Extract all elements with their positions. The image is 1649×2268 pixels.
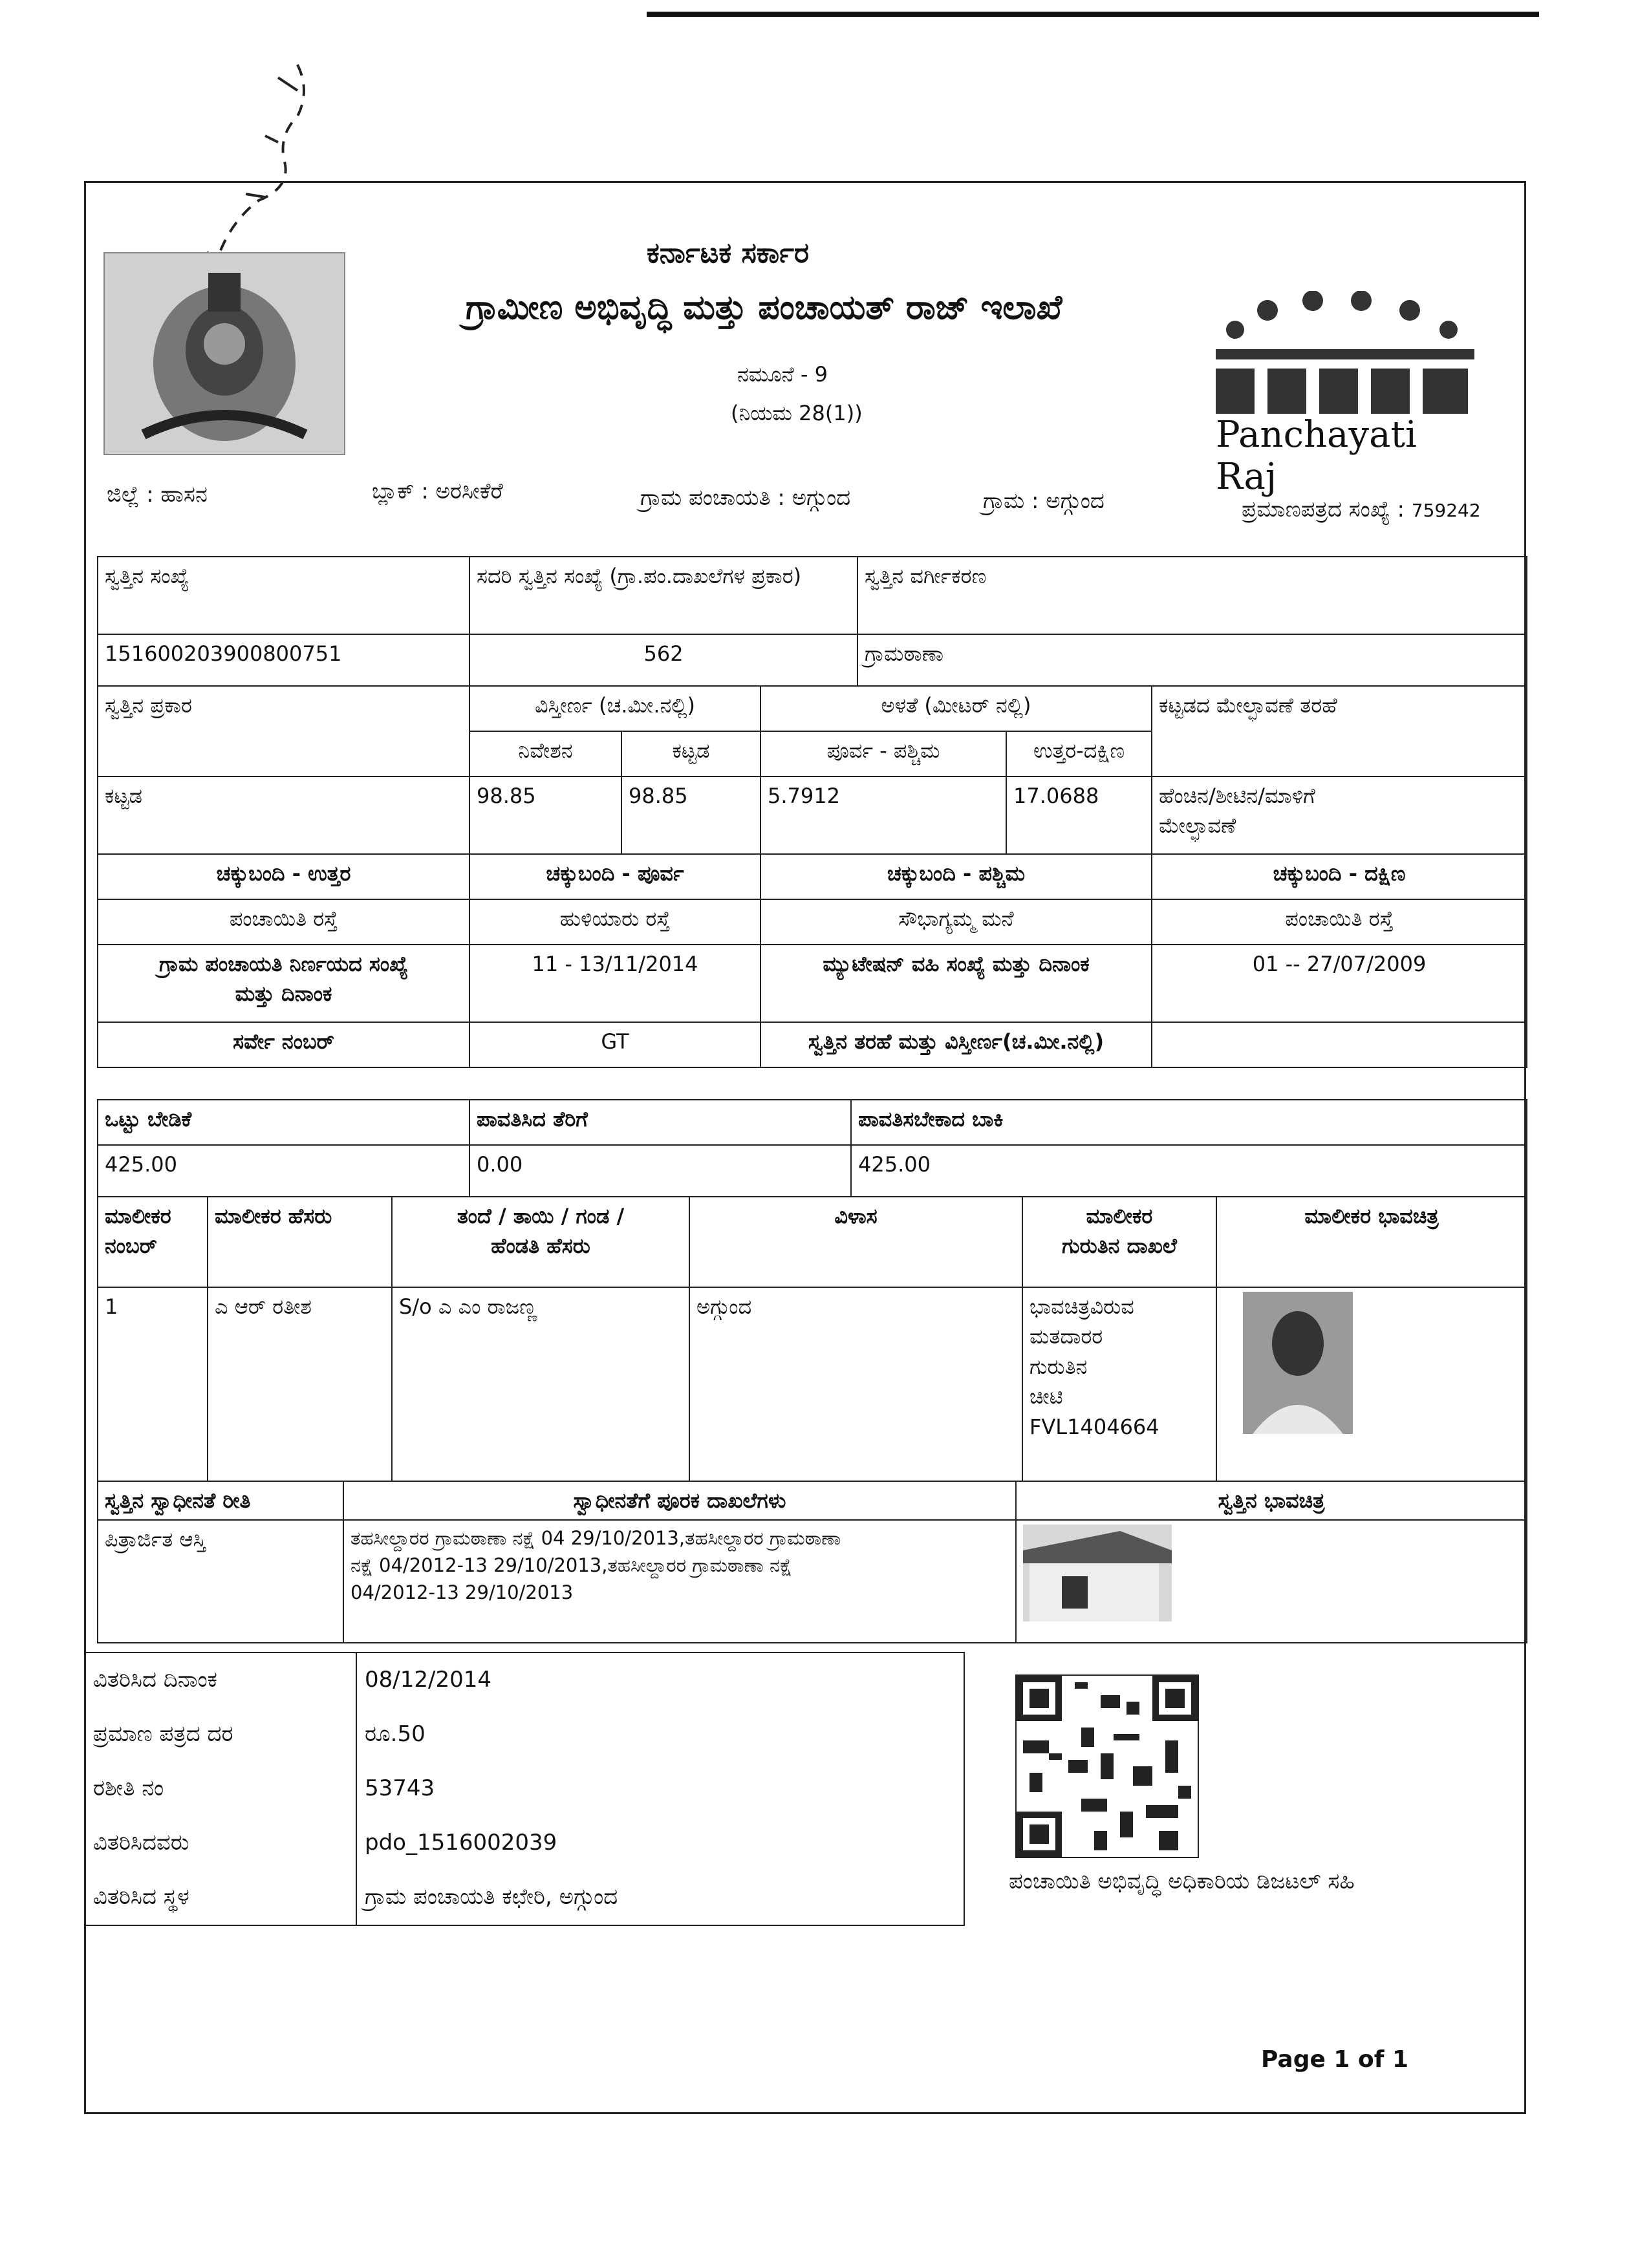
owner-no: 1 bbox=[98, 1287, 208, 1481]
cert-label: ಪ್ರಮಾಣಪತ್ರದ ಸಂಖ್ಯೆ : bbox=[1242, 497, 1405, 522]
issue-table bbox=[84, 1652, 965, 1926]
boundary-west: ಸೌಭಾಗ್ಯಮ್ಮ ಮನೆ bbox=[760, 899, 1152, 945]
property-photo-label: ಸ್ವತ್ತಿನ ಭಾವಚಿತ್ರ bbox=[1016, 1481, 1527, 1520]
owner-id-line-2: ಮತದಾರರ bbox=[1029, 1324, 1103, 1349]
digital-signature-caption: ಪಂಚಾಯಿತಿ ಅಭಿವೃದ್ಧಿ ಅಧಿಕಾರಿಯ ಡಿಜಟಲ್ ಸಹಿ bbox=[1009, 1868, 1355, 1894]
owner-id-label bbox=[1022, 1197, 1216, 1287]
issue-date: 08/12/2014 bbox=[356, 1653, 964, 1707]
government-title: ಕರ್ನಾಟಕ ಸರ್ಕಾರ bbox=[647, 237, 810, 270]
paid-tax: 0.00 bbox=[469, 1145, 851, 1197]
property-id: 151600203900800751 bbox=[98, 634, 469, 686]
owner-photo-label: ಮಾಲೀಕರ ಭಾವಚಿತ್ರ bbox=[1216, 1197, 1527, 1287]
total-demand-label: ಒಟ್ಟು ಬೇಡಿಕೆ bbox=[98, 1100, 469, 1145]
survey-number: GT bbox=[469, 1022, 760, 1067]
acquisition-table bbox=[97, 1481, 1527, 1643]
fee-label: ಪ್ರಮಾಣ ಪತ್ರದ ದರ bbox=[93, 1721, 233, 1748]
village: ಗ್ರಾಮ : ಅಗ್ಗುಂದ bbox=[983, 488, 1105, 514]
issue-place-label: ವಿತರಿಸಿದ ಸ್ಥಳ bbox=[93, 1884, 189, 1910]
address-label: ವಿಳಾಸ bbox=[689, 1197, 1022, 1287]
gp-decision-label-1: ಗ್ರಾಮ ಪಂಚಾಯತಿ ನಿರ್ಣಯದ ಸಂಖ್ಯೆ bbox=[158, 952, 409, 976]
boundary-south-label: ಚಕ್ಕುಬಂದಿ - ದಕ್ಷಿಣ bbox=[1152, 854, 1527, 899]
owner-photo-cell bbox=[1216, 1287, 1527, 1481]
owner-id-line-5: FVL1404664 bbox=[1029, 1414, 1159, 1439]
owner-id-label-2: ಗುರುತಿನ ದಾಖಲೆ bbox=[1062, 1234, 1177, 1259]
owner-name: ಎ ಆರ್ ರತೀಶ bbox=[208, 1287, 392, 1481]
block: ಬ್ಲಾಕ್ : ಅರಸೀಕೆರೆ bbox=[372, 478, 503, 504]
building-area-label: ಕಟ್ಟಡ bbox=[621, 731, 760, 776]
acquisition-mode-label: ಸ್ವತ್ತಿನ ಸ್ವಾಧೀನತೆ ರೀತಿ bbox=[98, 1481, 343, 1520]
gram-panchayat: ಗ್ರಾಮ ಪಂಚಾಯತಿ : ಅಗ್ಗುಂದ bbox=[640, 485, 851, 511]
boundary-east-label: ಚಕ್ಕುಬಂದಿ - ಪೂರ್ವ bbox=[469, 854, 760, 899]
boundary-south: ಪಂಚಾಯಿತಿ ರಸ್ತೆ bbox=[1152, 899, 1527, 945]
building-area: 98.85 bbox=[621, 776, 760, 854]
site-area-label: ನಿವೇಶನ bbox=[469, 731, 621, 776]
property-number: 562 bbox=[469, 634, 857, 686]
receipt-label: ರಶೀತಿ ನಂ bbox=[93, 1775, 164, 1802]
top-rule bbox=[647, 12, 1539, 17]
property-type: ಕಟ್ಟಡ bbox=[98, 776, 469, 854]
east-west-label: ಪೂರ್ವ - ಪಶ್ಚಿಮ bbox=[760, 731, 1006, 776]
total-demand: 425.00 bbox=[98, 1145, 469, 1197]
receipt-number: 53743 bbox=[356, 1762, 964, 1816]
owner-name-label: ಮಾಲೀಕರ ಹೆಸರು bbox=[208, 1197, 392, 1287]
tax-table bbox=[97, 1099, 1527, 1197]
qr-code bbox=[1015, 1674, 1199, 1858]
department-title: ಗ್ರಾಮೀಣ ಅಭಿವೃದ್ಧಿ ಮತ್ತು ಪಂಚಾಯತ್ ರಾಜ್ ಇಲಾಖೆ bbox=[466, 288, 1062, 327]
boundary-west-label: ಚಕ್ಕುಬಂದಿ - ಪಶ್ಚಿಮ bbox=[760, 854, 1152, 899]
boundary-north: ಪಂಚಾಯಿತಿ ರಸ್ತೆ bbox=[98, 899, 469, 945]
parent-label-1: ತಂದೆ / ತಾಯಿ / ಗಂಡ / bbox=[457, 1204, 625, 1228]
site-area: 98.85 bbox=[469, 776, 621, 854]
form-number: ನಮೂನೆ - 9 bbox=[737, 362, 828, 387]
property-class-label: ಸ್ವತ್ತಿನ ವರ್ಗೀಕರಣ bbox=[857, 557, 1527, 634]
survey-number-label: ಸರ್ವೇ ನಂಬರ್ bbox=[98, 1022, 469, 1067]
property-class: ಗ್ರಾಮಠಾಣಾ bbox=[857, 634, 1527, 686]
address: ಅಗ್ಗುಂದ bbox=[689, 1287, 1022, 1481]
parent-name-label bbox=[392, 1197, 689, 1287]
balance-due: 425.00 bbox=[851, 1145, 1527, 1197]
paid-tax-label: ಪಾವತಿಸಿದ ತೆರಿಗೆ bbox=[469, 1100, 851, 1145]
north-south-label: ಉತ್ತರ-ದಕ್ಷಿಣ bbox=[1006, 731, 1152, 776]
karnataka-emblem bbox=[103, 252, 345, 455]
owner-id-line-3: ಗುರುತಿನ bbox=[1029, 1354, 1088, 1379]
east-west: 5.7912 bbox=[760, 776, 1006, 854]
mutation: 01 -- 27/07/2009 bbox=[1152, 945, 1527, 1022]
north-south: 17.0688 bbox=[1006, 776, 1152, 854]
acquisition-docs-line-1: ತಹಸೀಲ್ದಾರರ ಗ್ರಾಮಠಾಣಾ ನಕ್ಷೆ 04 29/10/2013,ತಹಸೀಲ್ದಾರರ ಗ್ರಾಮಠಾಣಾ bbox=[350, 1527, 841, 1550]
owner-photo bbox=[1243, 1292, 1353, 1434]
issued-by-label: ವಿತರಿಸಿದವರು bbox=[93, 1830, 189, 1856]
roof-type bbox=[1152, 776, 1527, 854]
issue-date-label: ವಿತರಿಸಿದ ದಿನಾಂಕ bbox=[93, 1667, 217, 1693]
certificate-number bbox=[1242, 497, 1481, 522]
acquisition-docs-line-2: ನಕ್ಷೆ 04/2012-13 29/10/2013,ತಹಸೀಲ್ದಾರರ ಗ್ರಾಮಠಾಣಾ ನಕ್ಷೆ bbox=[350, 1554, 792, 1577]
acquisition-mode: ಪಿತ್ರಾರ್ಜಿತ ಆಸ್ತಿ bbox=[98, 1520, 343, 1643]
roof-line-2: ಮೇಲ್ಛಾವಣೆ bbox=[1159, 813, 1236, 839]
dimension-label: ಅಳತೆ (ಮೀಟರ್ ನಲ್ಲಿ) bbox=[760, 686, 1152, 731]
rule-number: (ನಿಯಮ 28(1)) bbox=[731, 401, 863, 425]
owner-id-line-1: ಭಾವಚಿತ್ರವಿರುವ bbox=[1029, 1294, 1134, 1319]
property-nature-label: ಸ್ವತ್ತಿನ ತರಹೆ ಮತ್ತು ವಿಸ್ತೀರ್ಣ(ಚ.ಮೀ.ನಲ್ಲಿ) bbox=[760, 1022, 1152, 1067]
acquisition-docs-line-3: 04/2012-13 29/10/2013 bbox=[350, 1581, 574, 1604]
gp-decision-label-2: ಮತ್ತು ದಿನಾಂಕ bbox=[235, 981, 332, 1007]
issue-place: ಗ್ರಾಮ ಪಂಚಾಯತಿ ಕಛೇರಿ, ಅಗ್ಗುಂದ bbox=[356, 1870, 964, 1925]
mutation-label: ಮ್ಯುಟೇಷನ್ ವಹಿ ಸಂಖ್ಯೆ ಮತ್ತು ದಿನಾಂಕ bbox=[760, 945, 1152, 1022]
logo-text: Panchayati Raj bbox=[1216, 414, 1417, 498]
owner-id bbox=[1022, 1287, 1216, 1481]
owner-no-label-1: ಮಾಲೀಕರ bbox=[105, 1204, 171, 1228]
owner-no-label bbox=[98, 1197, 208, 1287]
fee: ರೂ.50 bbox=[356, 1707, 964, 1762]
district: ಜಿಲ್ಲೆ : ಹಾಸನ bbox=[107, 482, 208, 508]
area-label: ವಿಸ್ತೀರ್ಣ (ಚ.ಮೀ.ನಲ್ಲಿ) bbox=[469, 686, 760, 731]
property-nature bbox=[1152, 1022, 1527, 1067]
parent-name: S/o ಎ ಎಂ ರಾಜಣ್ಣ bbox=[392, 1287, 689, 1481]
owner-id-label-1: ಮಾಲೀಕರ bbox=[1086, 1204, 1153, 1228]
panchayati-raj-logo bbox=[1209, 291, 1481, 498]
issued-by: pdo_1516002039 bbox=[356, 1816, 964, 1870]
acquisition-docs-label: ಸ್ವಾಧೀನತೆಗೆ ಪೂರಕ ದಾಖಲೆಗಳು bbox=[343, 1481, 1016, 1520]
property-table bbox=[97, 556, 1527, 1068]
owner-no-label-2: ನಂಬರ್ bbox=[105, 1234, 157, 1259]
cert-value: 759242 bbox=[1411, 500, 1481, 521]
acquisition-docs bbox=[343, 1520, 1016, 1643]
property-type-label: ಸ್ವತ್ತಿನ ಪ್ರಕಾರ bbox=[98, 686, 469, 776]
balance-due-label: ಪಾವತಿಸಬೇಕಾದ ಬಾಕಿ bbox=[851, 1100, 1527, 1145]
roof-line-1: ಹೆಂಚಿನ/ಶೀಟಿನ/ಮಾಳಿಗೆ bbox=[1159, 784, 1315, 808]
property-photo-cell bbox=[1016, 1520, 1527, 1643]
property-number-label: ಸದರಿ ಸ್ವತ್ತಿನ ಸಂಖ್ಯೆ (ಗ್ರಾ.ಪಂ.ದಾಖಲೆಗಳ ಪ್ರಕಾರ) bbox=[469, 557, 857, 634]
page-number: Page 1 of 1 bbox=[1261, 2046, 1408, 2073]
roof-type-label: ಕಟ್ಟಡದ ಮೇಲ್ಛಾವಣೆ ತರಹೆ bbox=[1152, 686, 1527, 776]
gp-decision: 11 - 13/11/2014 bbox=[469, 945, 760, 1022]
property-id-label: ಸ್ವತ್ತಿನ ಸಂಖ್ಯೆ bbox=[98, 557, 469, 634]
boundary-north-label: ಚಕ್ಕುಬಂದಿ - ಉತ್ತರ bbox=[98, 854, 469, 899]
owner-id-line-4: ಚೀಟಿ bbox=[1029, 1384, 1063, 1409]
parent-label-2: ಹೆಂಡತಿ ಹೆಸರು bbox=[491, 1234, 590, 1259]
owner-table bbox=[97, 1196, 1527, 1482]
property-photo bbox=[1023, 1524, 1172, 1621]
gp-decision-label bbox=[98, 945, 469, 1022]
boundary-east: ಹುಳಿಯಾರು ರಸ್ತೆ bbox=[469, 899, 760, 945]
